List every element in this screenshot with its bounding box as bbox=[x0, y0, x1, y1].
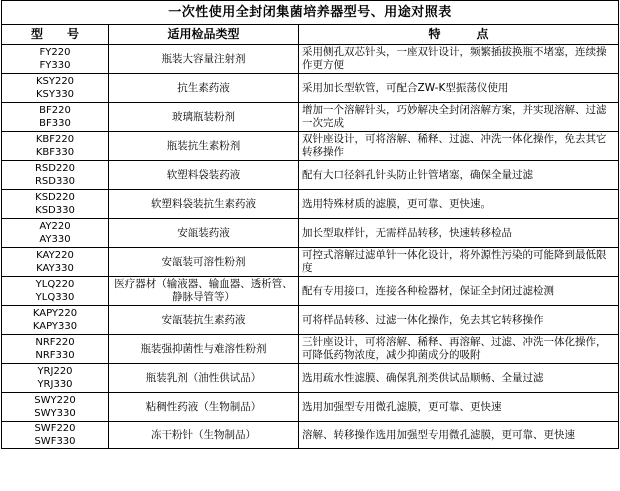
header-type: 适用检品类型 bbox=[109, 25, 299, 45]
model-cell bbox=[2, 219, 109, 248]
sample-type-cell: 安瓿装抗生素药液 bbox=[109, 306, 299, 335]
model-code: RSD330 bbox=[34, 176, 76, 187]
table-row bbox=[2, 219, 619, 248]
table-body bbox=[2, 45, 619, 449]
model-code: NRF220 bbox=[35, 337, 75, 348]
model-code: YRJ330 bbox=[37, 379, 73, 390]
sample-type-cell: 软塑料袋装药液 bbox=[109, 161, 299, 190]
model-cell bbox=[2, 45, 109, 74]
table-row bbox=[2, 422, 619, 449]
model-cell bbox=[2, 393, 109, 422]
table-row bbox=[2, 335, 619, 364]
table-row bbox=[2, 45, 619, 74]
table-row bbox=[2, 103, 619, 132]
model-code: KSY220 bbox=[35, 76, 75, 87]
table-row bbox=[2, 132, 619, 161]
feature-cell: 选用疏水性滤膜、确保乳剂类供试品顺畅、全量过滤 bbox=[299, 364, 619, 393]
model-cell bbox=[2, 335, 109, 364]
feature-cell: 可控式溶解过滤单针一体化设计，将外源性污染的可能降到最低限度 bbox=[299, 248, 619, 277]
model-cell bbox=[2, 364, 109, 393]
feature-cell: 采用侧孔双芯针头，一座双针设计，频繁插拔换瓶不堵塞，连续操作更方便 bbox=[299, 45, 619, 74]
feature-cell: 三针座设计，可将溶解、稀释、再溶解、过滤、冲洗一体化操作，可降低药物浓度，减少抑菌成分的吸附 bbox=[299, 335, 619, 364]
model-cell bbox=[2, 132, 109, 161]
table-row bbox=[2, 306, 619, 335]
model-code: SWF330 bbox=[34, 436, 76, 447]
feature-cell: 双针座设计，可将溶解、稀释、过滤、冲洗一体化操作，免去其它转移操作 bbox=[299, 132, 619, 161]
model-code: AY330 bbox=[39, 234, 71, 245]
model-code: YLQ330 bbox=[35, 292, 75, 303]
comparison-table bbox=[1, 0, 619, 449]
model-code: KBF330 bbox=[35, 147, 75, 158]
table-row bbox=[2, 161, 619, 190]
table-row bbox=[2, 248, 619, 277]
model-code: AY220 bbox=[39, 221, 71, 232]
model-cell bbox=[2, 103, 109, 132]
feature-cell: 采用加长型软管，可配合ZW-K型振荡仪使用 bbox=[299, 74, 619, 103]
table-row bbox=[2, 190, 619, 219]
feature-cell: 加长型取样针，无需样品转移，快速转移检品 bbox=[299, 219, 619, 248]
header-feature: 特 点 bbox=[299, 25, 619, 45]
model-cell bbox=[2, 161, 109, 190]
table-row bbox=[2, 74, 619, 103]
model-cell bbox=[2, 422, 109, 449]
header-model: 型 号 bbox=[2, 25, 109, 45]
model-code: KAPY220 bbox=[32, 308, 78, 319]
model-cell bbox=[2, 74, 109, 103]
model-code: RSD220 bbox=[34, 163, 76, 174]
model-code: BF220 bbox=[39, 105, 71, 116]
sample-type-cell: 瓶装强抑菌性与难溶性粉剂 bbox=[109, 335, 299, 364]
model-code: NRF330 bbox=[35, 350, 75, 361]
table-row bbox=[2, 364, 619, 393]
sample-type-cell: 粘稠性药液（生物制品） bbox=[109, 393, 299, 422]
sample-type-cell: 瓶装抗生素粉剂 bbox=[109, 132, 299, 161]
feature-cell: 增加一个溶解针头，巧妙解决全封闭溶解方案，并实现溶解、过滤一次完成 bbox=[299, 103, 619, 132]
model-code: YRJ220 bbox=[37, 366, 73, 377]
model-code: FY330 bbox=[39, 60, 71, 71]
sample-type-cell: 瓶装乳剂（油性供试品） bbox=[109, 364, 299, 393]
model-cell bbox=[2, 248, 109, 277]
feature-cell: 配有专用接口，连接各种检器材，保证全封闭过滤检测 bbox=[299, 277, 619, 306]
model-code: SWY330 bbox=[34, 408, 76, 419]
model-cell bbox=[2, 277, 109, 306]
model-code: KAPY330 bbox=[32, 321, 78, 332]
sample-type-cell: 冻干粉针（生物制品） bbox=[109, 422, 299, 449]
table-title: 一次性使用全封闭集菌培养器型号、用途对照表 bbox=[2, 1, 619, 25]
sample-type-cell: 瓶装大容量注射剂 bbox=[109, 45, 299, 74]
feature-cell: 选用特殊材质的滤膜，更可靠、更快速。 bbox=[299, 190, 619, 219]
model-code: KAY330 bbox=[36, 263, 74, 274]
sample-type-cell: 安瓿装药液 bbox=[109, 219, 299, 248]
feature-cell: 溶解、转移操作选用加强型专用微孔滤膜，更可靠、更快速 bbox=[299, 422, 619, 449]
sample-type-cell: 抗生素药液 bbox=[109, 74, 299, 103]
sample-type-cell: 医疗器材（输液器、输血器、透析管、静脉导管等） bbox=[109, 277, 299, 306]
model-code: KSD330 bbox=[35, 205, 75, 216]
sample-type-cell: 安瓿装可溶性粉剂 bbox=[109, 248, 299, 277]
model-code: SWF220 bbox=[34, 423, 76, 434]
model-code: SWY220 bbox=[34, 395, 76, 406]
model-cell bbox=[2, 190, 109, 219]
model-code: KSD220 bbox=[35, 192, 75, 203]
table-row bbox=[2, 277, 619, 306]
model-code: KBF220 bbox=[35, 134, 75, 145]
model-code: KAY220 bbox=[36, 250, 74, 261]
sample-type-cell: 玻璃瓶装粉剂 bbox=[109, 103, 299, 132]
model-code: FY220 bbox=[39, 47, 71, 58]
feature-cell: 配有大口径斜孔针头防止针管堵塞，确保全量过滤 bbox=[299, 161, 619, 190]
model-code: KSY330 bbox=[35, 89, 75, 100]
feature-cell: 选用加强型专用微孔滤膜，更可靠、更快速 bbox=[299, 393, 619, 422]
table-row bbox=[2, 393, 619, 422]
sample-type-cell: 软塑料袋装抗生素药液 bbox=[109, 190, 299, 219]
model-code: YLQ220 bbox=[35, 279, 75, 290]
model-code: BF330 bbox=[39, 118, 71, 129]
feature-cell: 可将样品转移、过滤一体化操作，免去其它转移操作 bbox=[299, 306, 619, 335]
model-cell bbox=[2, 306, 109, 335]
